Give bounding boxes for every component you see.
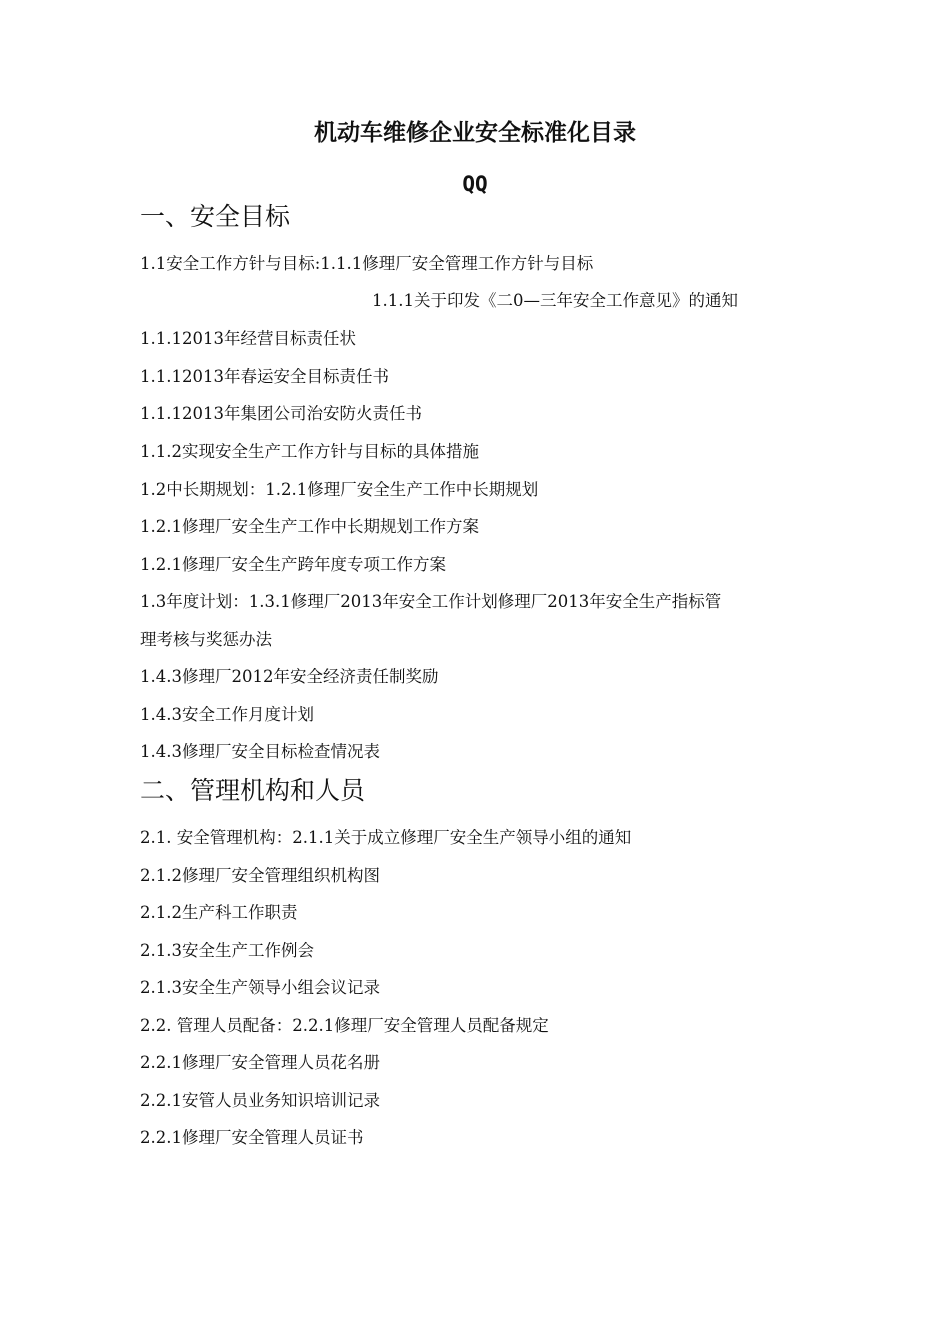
toc-line: 1.4.3修理厂安全目标检查情况表 [140,742,380,761]
toc-line: 2.2. 管理人员配备：2.2.1修理厂安全管理人员配备规定 [140,1016,549,1035]
toc-line: 1.1.2实现安全生产工作方针与目标的具体措施 [140,442,479,461]
toc-line: 1.2中长期规划：1.2.1修理厂安全生产工作中长期规划 [140,480,539,499]
toc-line: 2.1.2修理厂安全管理组织机构图 [140,866,380,885]
toc-line: 2.1. 安全管理机构：2.1.1关于成立修理厂安全生产领导小组的通知 [140,828,632,847]
toc-line-continuation: 理考核与奖惩办法 [140,630,272,649]
toc-line: 1.4.3安全工作月度计划 [140,705,314,724]
toc-line: 1.1安全工作方针与目标:1.1.1修理厂安全管理工作方针与目标 [140,254,594,273]
toc-line: 2.2.1安管人员业务知识培训记录 [140,1091,380,1110]
toc-line: 1.1.12013年经营目标责任状 [140,329,356,348]
toc-line: 1.1.1关于印发《二0—三年安全工作意见》的通知 [372,291,738,310]
toc-line: 1.4.3修理厂2012年安全经济责任制奖励 [140,667,439,686]
toc-line: 2.1.3安全生产领导小组会议记录 [140,978,380,997]
toc-line: 1.2.1修理厂安全生产跨年度专项工作方案 [140,555,446,574]
document-subtitle: QQ [462,172,488,196]
toc-line: 1.2.1修理厂安全生产工作中长期规划工作方案 [140,517,479,536]
toc-line: 1.3年度计划：1.3.1修理厂2013年安全工作计划修理厂2013年安全生产指标管 [140,592,722,611]
toc-line: 1.1.12013年集团公司治安防火责任书 [140,404,422,423]
toc-line: 1.1.12013年春运安全目标责任书 [140,367,389,386]
section-heading-management-personnel: 二、管理机构和人员 [140,776,366,805]
document-title: 机动车维修企业安全标准化目录 [314,120,636,146]
toc-line: 2.2.1修理厂安全管理人员花名册 [140,1053,380,1072]
section-heading-safety-goals: 一、安全目标 [140,202,291,231]
toc-line: 2.1.2生产科工作职责 [140,903,298,922]
toc-line: 2.1.3安全生产工作例会 [140,941,314,960]
toc-line: 2.2.1修理厂安全管理人员证书 [140,1128,364,1147]
